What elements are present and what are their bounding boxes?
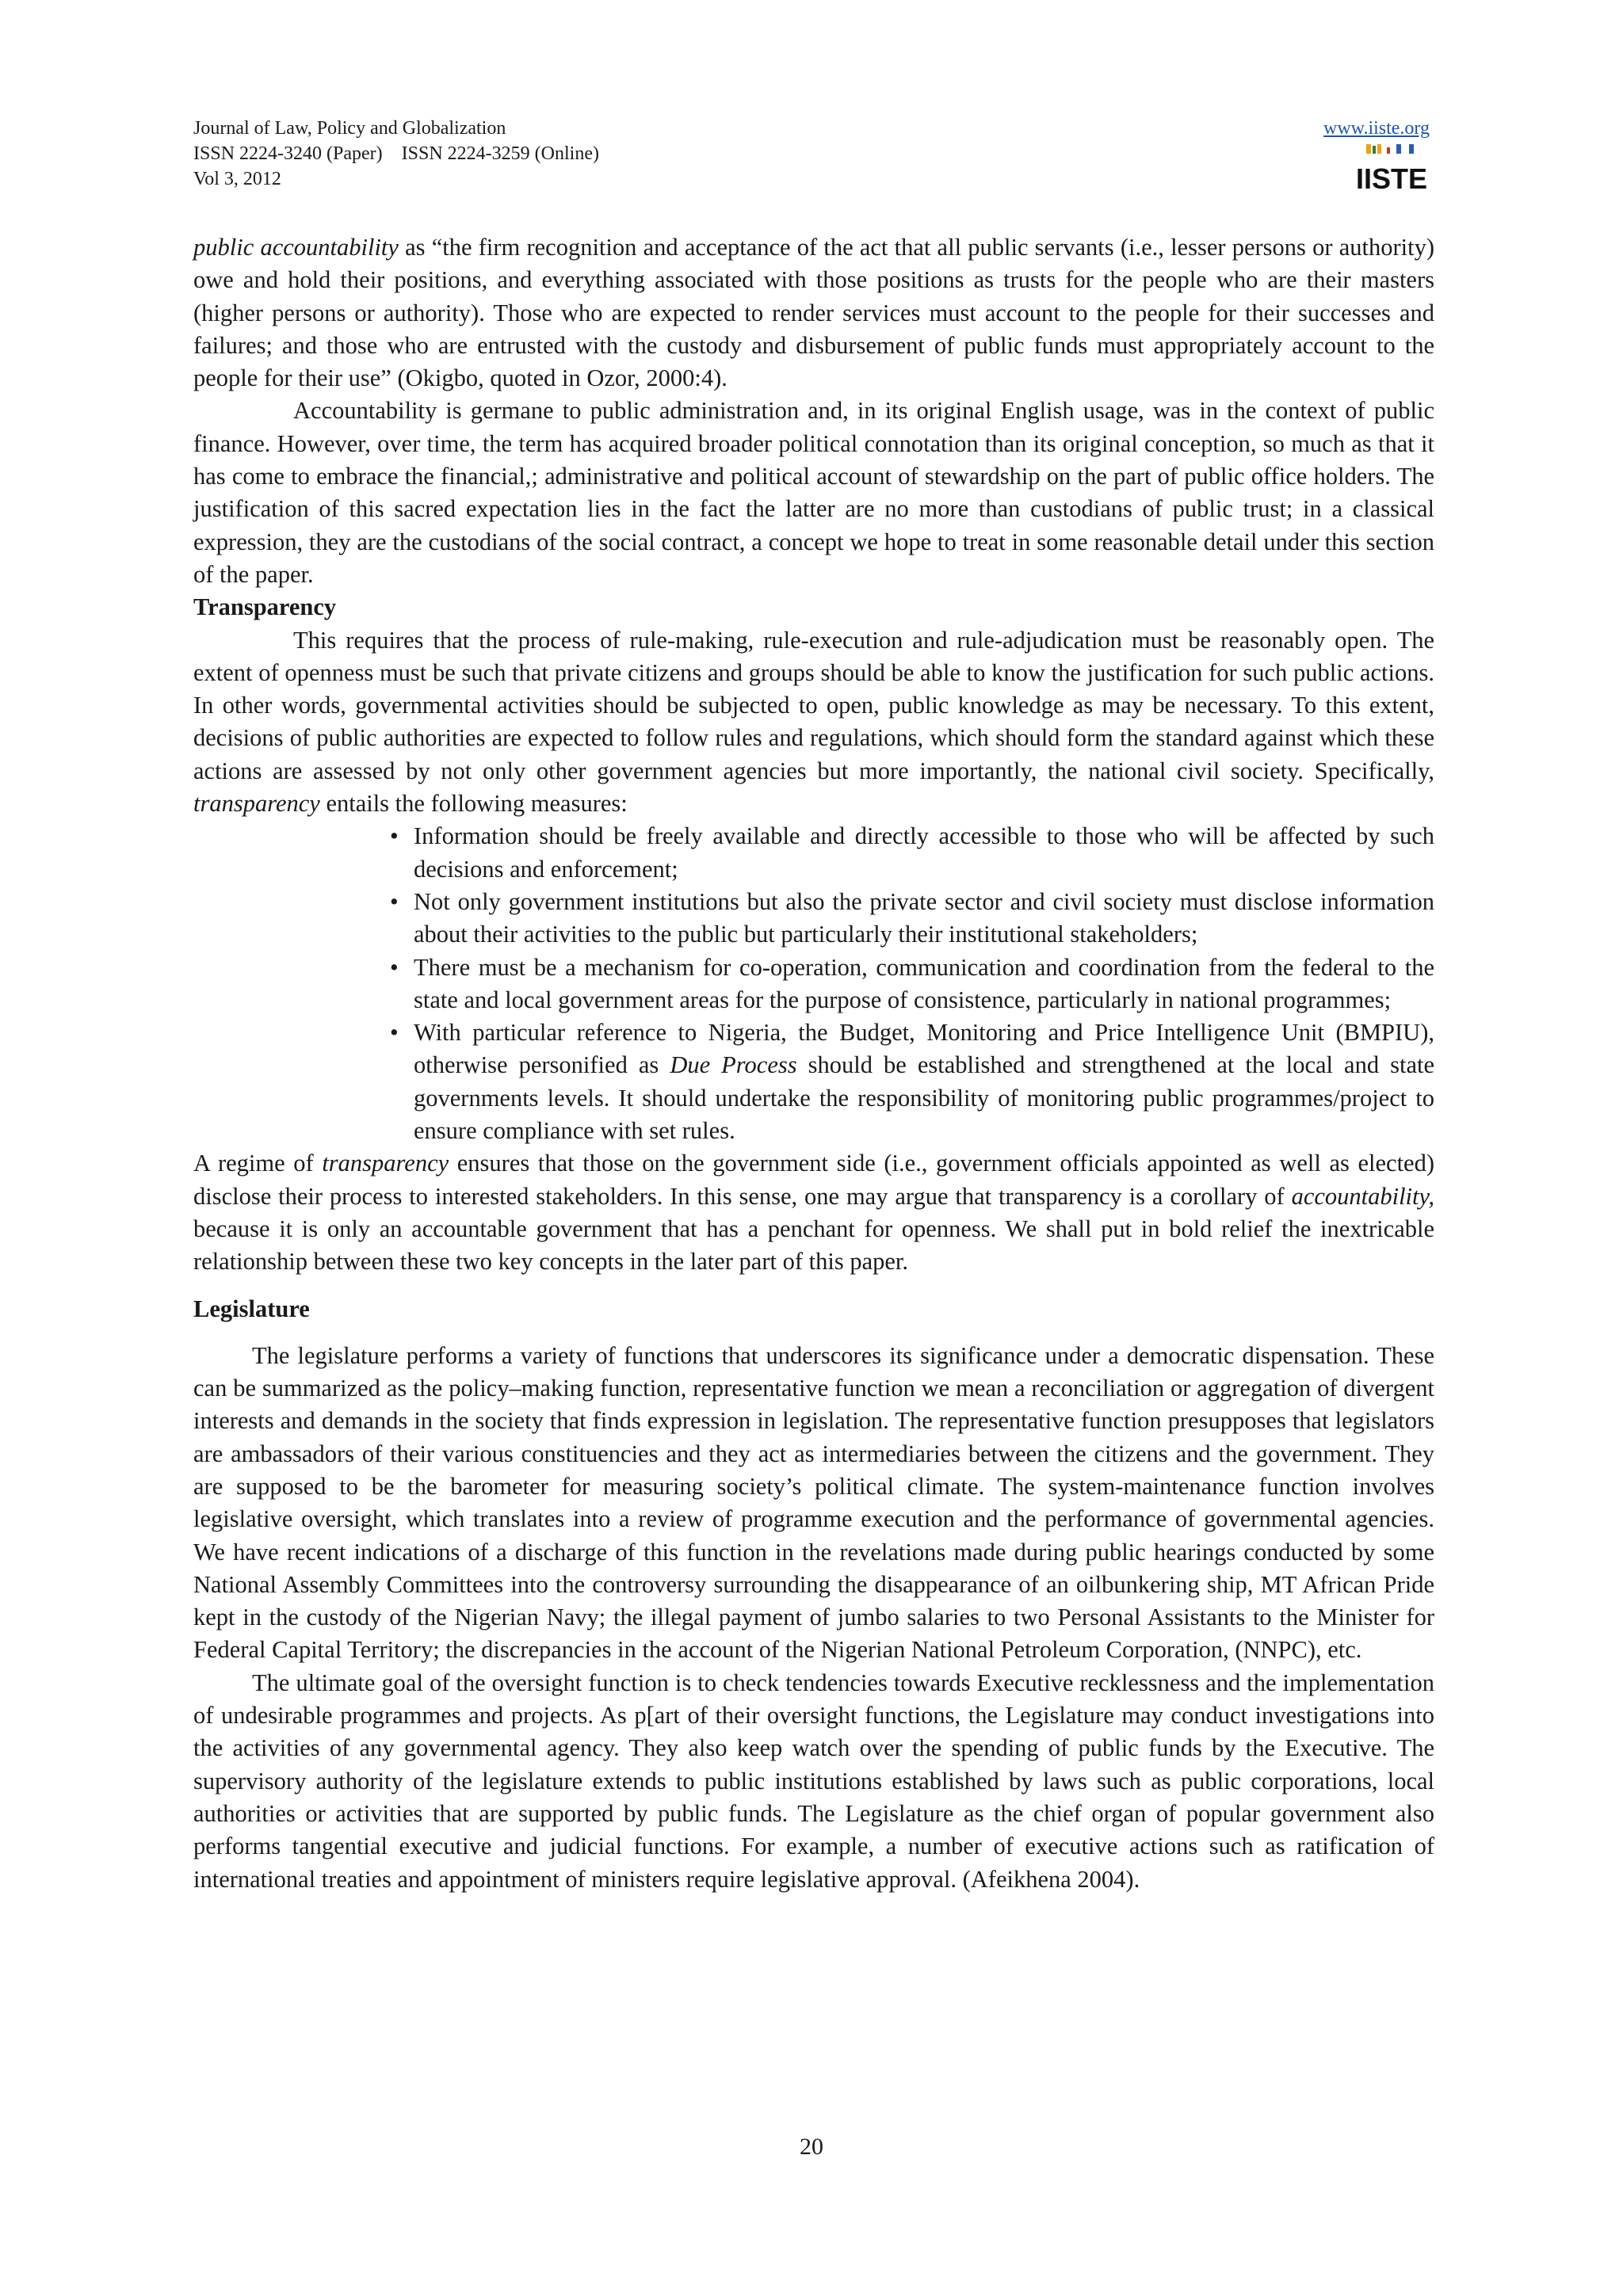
accountability-definition-paragraph [193,231,1434,395]
term-transparency-2: transparency [322,1150,449,1177]
accountability-paragraph: Accountability is germane to public administration and, in its original English usage, was in the context of public finance. However, over time, the term has acquired broader political connotation than its original conception, so much as that it has come to embrace the financial,; administrative and political account of stewardship on the part of public office holders. The justification of this sacred expectation lies in the fact the latter are no more than custodians of public trust; in a classical expression, they are the custodians of the social contract, a concept we hope to treat in some reasonable detail under this section of the paper. [193,397,1434,588]
closing-text-c: because it is only an accountable government that has a penchant for openness. We shall put in bold relief the inextricable relationship between these two key concepts in the later part of this paper. [193,1215,1434,1276]
journal-info [193,116,599,192]
transparency-text-before: This requires that the process of rule-making, rule-execution and rule-adjudication must be reasonably open. The extent of openness must be such that private citizens and groups should be able to know the justification for such public actions. In other words, governmental activities should be subjected to open, public knowledge as may be necessary. To this extent, decisions of public authorities are expected to follow rules and regulations, which should form the standard against which these actions are assessed by not only other government agencies but more importantly, the national civil society. Specifically, [193,626,1434,784]
closing-text-b: ensures that those on the government side (i.e., government officials appointed as well as elected) disclose their process to interested stakeholders. In this sense, one may argue that transparency is a corollary of [193,1150,1434,1210]
list-item-text-after: should be established and strengthened at the local and state governments levels. It should undertake the responsibility of monitoring public programmes/project to ensure compliance with set rules. [414,1051,1435,1145]
list-item [366,952,1434,1017]
logo-bar-1 [1366,144,1371,154]
term-due-process: Due Process [670,1051,797,1079]
definition-text: as “the firm recognition and acceptance of the act that all public servants (i.e., lesser persons or authority) owe and hold their positions, and everything associated with those positions as trusts for the people who are their masters (higher persons or authority). Those who are expected to render services must account to the people for their successes and failures; and those who are entrusted with the custody and disbursement of public funds must appropriately account to the people for their use” (Okigbo, quoted in Ozor, 2000:4). [193,234,1435,392]
transparency-paragraph [193,624,1434,821]
logo-bar-2 [1373,146,1376,154]
list-item-text-before: With particular reference to Nigeria, the Budget, Monitoring and Price Intelligence Unit (BMPIU), otherwise personified as [414,1019,1434,1079]
list-item-text: Information should be freely available and directly accessible to those who will be affected by such decisions and enforcement; [414,822,1434,883]
logo-bar-3 [1377,144,1381,154]
legislature-heading: Legislature [193,1295,310,1322]
logo-text: IISTE [1355,162,1428,195]
journal-volume: Vol 3, 2012 [193,169,281,189]
bullet: • [390,953,399,981]
list-item-text: Not only government institutions but also the private sector and civil society must disclose information about their activities to the public but particularly their institutional stakeholders; [414,887,1434,948]
list-item [366,1016,1434,1147]
transparency-measures-list [193,820,1434,1147]
legislature-paragraph-2: The ultimate goal of the oversight function is to check tendencies towards Executive recklessness and the implementation of undesirable programmes and projects. As p[art of their oversight functions, the Legislature may conduct investigations into the activities of any governmental agency. They also keep watch over the spending of public funds by the Executive. The supervisory authority of the legislature extends to public institutions established by laws such as public corporations, local authorities or activities that are supported by public funds. The Legislature as the chief organ of popular government also performs tangential executive and judicial functions. For example, a number of executive actions such as ratification of international treaties and appointment of ministers require legislative approval. (Afeikhena 2004). [193,1669,1434,1893]
transparency-heading: Transparency [193,593,337,621]
page-header [193,116,1430,203]
term-transparency: transparency [193,790,320,818]
term-accountability: accountability, [1291,1182,1434,1210]
closing-text-a: A regime of [193,1150,323,1177]
page-number: 20 [800,2134,823,2160]
logo-bar-6 [1409,144,1414,154]
logo-bar-4 [1387,147,1390,154]
transparency-closing-paragraph [193,1147,1434,1278]
list-item [366,886,1434,952]
list-item [366,820,1434,886]
list-item-text: There must be a mechanism for co-operation, communication and coordination from the federal to the state and local government areas for the purpose of consistence, particularly in national programmes; [414,953,1434,1013]
term-public-accountability: public accountability [193,234,399,261]
journal-website-link[interactable]: www.iiste.org [1323,118,1430,139]
legislature-paragraph-1: The legislature performs a variety of functions that underscores its significance under a democratic dispensation. These can be summarized as the policy–making function, representative function we mean a reconciliation or aggregation of divergent interests and demands in the society that finds expression in legislation. The representative function presupposes that legislators are ambassadors of their various constituencies and they act as intermediaries between the citizens and the government. They are supposed to be the barometer for measuring society’s political climate. The system-maintenance function involves legislative oversight, which translates into a review of programme execution and the performance of governmental agencies. We have recent indications of a discharge of this function in the revelations made during public hearings conducted by some National Assembly Committees into the controversy surrounding the disappearance of an oilbunkering ship, MT African Pride kept in the custody of the Nigerian Navy; the illegal payment of jumbo salaries to two Personal Assistants to the Minister for Federal Capital Territory; the discrepancies in the account of the Nigerian National Petroleum Corporation, (NNPC), etc. [193,1341,1434,1664]
bullet: • [390,822,399,850]
bullet: • [390,1019,399,1047]
bullet: • [390,887,399,915]
journal-title: Journal of Law, Policy and Globalization [193,118,506,139]
header-right [1323,116,1430,141]
transparency-text-after: entails the following measures: [319,790,628,818]
article-body [193,231,1434,1896]
logo-bar-5 [1396,144,1401,154]
journal-issn: ISSN 2224-3240 (Paper) ISSN 2224-3259 (Online) [193,143,599,164]
iiste-logo [1355,143,1428,195]
